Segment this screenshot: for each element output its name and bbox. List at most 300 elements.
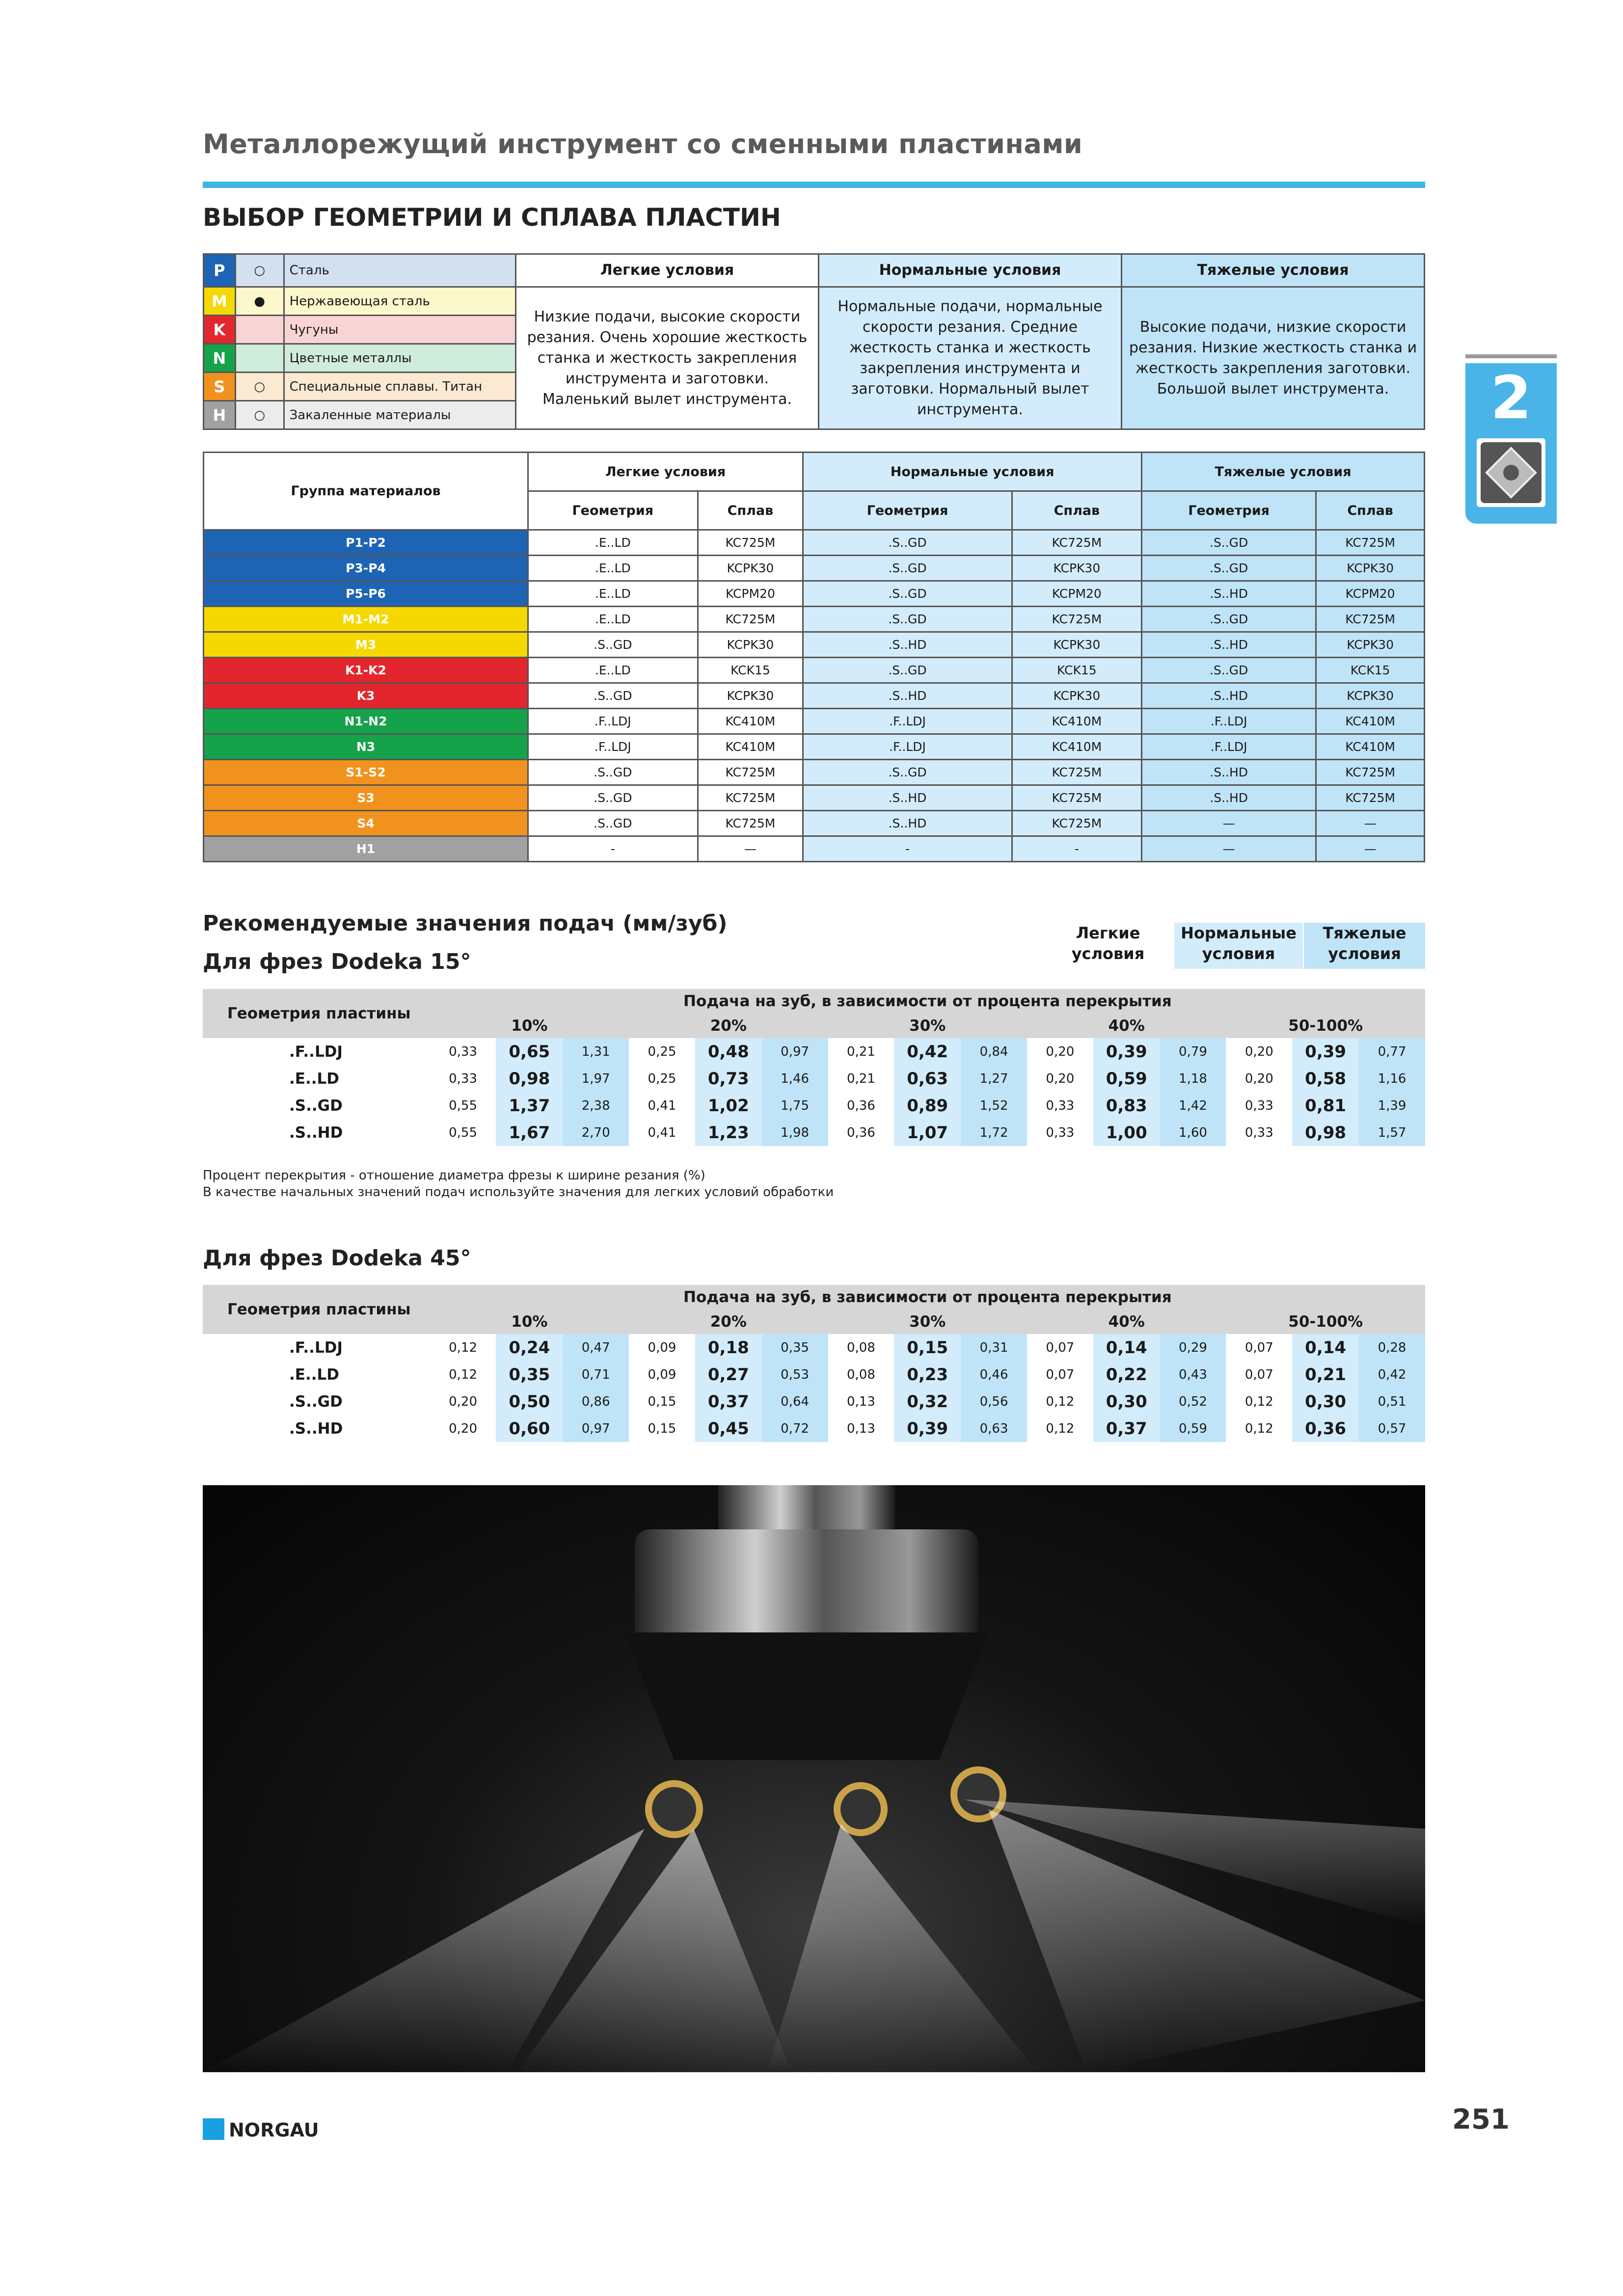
material-name: Чугуны: [284, 316, 515, 344]
alloy-cell: KC725M: [1316, 760, 1425, 785]
feed-value: 1,07: [894, 1119, 961, 1146]
feed-value: 0,55: [430, 1092, 496, 1119]
material-letter: N: [204, 344, 236, 373]
material-letter: P: [204, 254, 236, 287]
feed-value: 0,23: [894, 1361, 961, 1388]
overlap-percent: 30%: [828, 1014, 1027, 1038]
feed-value: 0,33: [1027, 1119, 1093, 1146]
material-name: Нержавеющая сталь: [284, 287, 515, 316]
alloy-row: [204, 836, 1425, 862]
alloy-cell: KCPK30: [1012, 632, 1141, 658]
alloy-cell: KCPK30: [698, 683, 803, 709]
feed-value: 0,58: [1292, 1065, 1359, 1092]
alloy-row: [204, 811, 1425, 836]
feed-value: 0,29: [1160, 1334, 1226, 1361]
feed-value: 0,20: [1226, 1065, 1292, 1092]
feed-value: 0,08: [828, 1334, 894, 1361]
feed-value: 0,20: [1027, 1065, 1093, 1092]
feed-value: 1,27: [961, 1065, 1027, 1092]
material-group: N3: [204, 734, 528, 760]
feed-value: 1,57: [1359, 1119, 1425, 1146]
feed-value: 0,57: [1359, 1415, 1425, 1442]
alloy-cell: .S..GD: [1142, 530, 1316, 556]
alloy-cell: .S..GD: [528, 683, 698, 709]
heavy-header: Тяжелые условия: [1142, 453, 1425, 491]
alloy-cell: .E..LD: [528, 556, 698, 581]
insert-geometry: .E..LD: [289, 1365, 339, 1384]
alloy-cell: KCPK30: [1316, 683, 1425, 709]
alloy-cell: .S..GD: [803, 530, 1012, 556]
alloy-cell: KC725M: [698, 785, 803, 811]
material-marker: ○: [235, 254, 284, 287]
feed-value: 0,21: [1292, 1361, 1359, 1388]
feed-value: 0,31: [961, 1334, 1027, 1361]
feed-value: 0,22: [1093, 1361, 1160, 1388]
alloy-cell: KC725M: [1012, 530, 1141, 556]
overlap-percent: 40%: [1027, 1309, 1226, 1334]
feed-value: 0,98: [1292, 1119, 1359, 1146]
feed-value: 0,36: [828, 1119, 894, 1146]
material-group: K1-K2: [204, 658, 528, 683]
feeds-dodeka15-table: [203, 989, 1425, 1146]
alloy-cell: .S..GD: [528, 811, 698, 836]
cond-heavy-title: Тяжелые условия: [1122, 254, 1425, 287]
geometry-subheader: Геометрия: [803, 491, 1012, 530]
insert-geometry: .F..LDJ: [289, 1338, 343, 1357]
material-letter: S: [204, 373, 236, 401]
feed-row: [203, 1038, 1425, 1065]
material-marker: [235, 344, 284, 373]
cond-heavy-text: Высокие подачи, низкие скорости резания. Низкие жесткость станка и жесткость закрепления заготовки. Большой вылет инструмента.: [1122, 287, 1425, 429]
feed-value: 1,60: [1160, 1119, 1226, 1146]
feed-value: 0,83: [1093, 1092, 1160, 1119]
alloy-cell: KC410M: [698, 734, 803, 760]
feed-value: 0,45: [695, 1415, 762, 1442]
feed-value: 0,25: [629, 1065, 695, 1092]
feed-value: 0,24: [496, 1334, 563, 1361]
alloy-row: [204, 632, 1425, 658]
feed-value: 0,25: [629, 1038, 695, 1065]
feed-value: 1,31: [563, 1038, 629, 1065]
material-group: S4: [204, 811, 528, 836]
feed-row: [203, 1119, 1425, 1146]
feed-value: 0,30: [1093, 1388, 1160, 1415]
legend-heavy: Тяжелые условия: [1304, 923, 1425, 969]
alloy-cell: .S..HD: [803, 632, 1012, 658]
feed-value: 0,12: [1226, 1388, 1292, 1415]
feed-value: 1,37: [496, 1092, 563, 1119]
side-tab-line: [1465, 354, 1557, 358]
feed-value: 1,72: [961, 1119, 1027, 1146]
feed-span-header: Подача на зуб, в зависимости от процента перекрытия: [430, 989, 1425, 1014]
alloy-cell: —: [1142, 836, 1316, 862]
overlap-percent: 10%: [430, 1309, 629, 1334]
alloy-row: [204, 734, 1425, 760]
light-header: Легкие условия: [528, 453, 803, 491]
alloy-cell: KC410M: [1012, 734, 1141, 760]
geometry-header: Геометрия пластины: [203, 1285, 430, 1334]
feed-value: 0,12: [430, 1361, 496, 1388]
feed-value: 0,72: [762, 1415, 828, 1442]
feed-value: 0,63: [894, 1065, 961, 1092]
overlap-percent: 10%: [430, 1014, 629, 1038]
alloy-cell: .S..GD: [803, 658, 1012, 683]
alloy-cell: KCPM20: [1316, 581, 1425, 607]
dodeka15-title: Для фрез Dodeka 15°: [203, 949, 471, 974]
overlap-percent: 50-100%: [1226, 1309, 1425, 1334]
feed-value: 0,79: [1160, 1038, 1226, 1065]
alloy-cell: KC410M: [1316, 709, 1425, 734]
material-name: Специальные сплавы. Титан: [284, 373, 515, 401]
alloy-cell: KCPK30: [698, 556, 803, 581]
material-group: N1-N2: [204, 709, 528, 734]
feed-value: 0,55: [430, 1119, 496, 1146]
insert-geometry: .F..LDJ: [289, 1042, 343, 1061]
feed-value: 0,63: [961, 1415, 1027, 1442]
cond-normal-text: Нормальные подачи, нормальные скорости резания. Средние жесткость станка и жесткость закрепления инструмента и заготовки. Нормальный вылет инструмента.: [818, 287, 1121, 429]
alloy-cell: —: [1142, 811, 1316, 836]
geometry-subheader: Геометрия: [1142, 491, 1316, 530]
material-group: M1-M2: [204, 607, 528, 632]
alloy-cell: —: [698, 836, 803, 862]
group-header: Группа материалов: [204, 453, 528, 530]
feed-value: 0,13: [828, 1388, 894, 1415]
feed-value: 0,35: [496, 1361, 563, 1388]
alloy-cell: KC410M: [1012, 709, 1141, 734]
alloy-cell: .S..GD: [803, 607, 1012, 632]
feed-value: 0,98: [496, 1065, 563, 1092]
material-row: [204, 254, 1425, 287]
insert-geometry: .E..LD: [289, 1069, 339, 1088]
alloy-cell: .E..LD: [528, 530, 698, 556]
alloy-cell: .S..GD: [803, 556, 1012, 581]
milling-cutter-photo: [203, 1485, 1425, 2072]
feed-value: 1,39: [1359, 1092, 1425, 1119]
feed-value: 0,60: [496, 1415, 563, 1442]
feed-value: 0,39: [1093, 1038, 1160, 1065]
material-name: Сталь: [284, 254, 515, 287]
material-marker: ●: [235, 287, 284, 316]
feed-value: 0,14: [1292, 1334, 1359, 1361]
alloy-cell: KC725M: [698, 530, 803, 556]
alloy-cell: KCPK30: [1012, 556, 1141, 581]
feed-value: 0,37: [1093, 1415, 1160, 1442]
alloy-subheader: Сплав: [1316, 491, 1425, 530]
normal-header: Нормальные условия: [803, 453, 1142, 491]
alloy-cell: KCPK30: [1316, 556, 1425, 581]
alloy-cell: .S..GD: [803, 581, 1012, 607]
alloy-cell: KC725M: [1316, 530, 1425, 556]
alloy-cell: .S..GD: [528, 760, 698, 785]
legend-light: Легкие условия: [1071, 924, 1145, 963]
feed-value: 0,64: [762, 1388, 828, 1415]
section-title: ВЫБОР ГЕОМЕТРИИ И СПЛАВА ПЛАСТИН: [203, 203, 781, 232]
alloy-cell: .E..LD: [528, 658, 698, 683]
feed-value: 0,56: [961, 1388, 1027, 1415]
feed-value: 0,35: [762, 1334, 828, 1361]
feed-value: 0,81: [1292, 1092, 1359, 1119]
alloy-cell: KCPM20: [1012, 581, 1141, 607]
feed-value: 0,42: [1359, 1361, 1425, 1388]
material-group: S1-S2: [204, 760, 528, 785]
alloy-row: [204, 530, 1425, 556]
alloy-cell: KCK15: [698, 658, 803, 683]
feed-value: 0,15: [629, 1415, 695, 1442]
geometry-alloy-table: [203, 452, 1425, 862]
alloy-cell: .S..HD: [803, 785, 1012, 811]
feed-value: 0,39: [1292, 1038, 1359, 1065]
alloy-cell: .S..GD: [1142, 607, 1316, 632]
cond-light-text: Низкие подачи, высокие скорости резания. Очень хорошие жесткость станка и жесткость закрепления инструмента и заготовки. Маленький вылет инструмента.: [516, 287, 819, 429]
feed-value: 0,39: [894, 1415, 961, 1442]
feed-value: 0,07: [1226, 1334, 1292, 1361]
material-group: K3: [204, 683, 528, 709]
alloy-cell: .S..HD: [1142, 632, 1316, 658]
material-row: [204, 287, 1425, 316]
feed-value: 0,20: [430, 1415, 496, 1442]
alloy-cell: KCPK30: [1012, 683, 1141, 709]
material-group: M3: [204, 632, 528, 658]
feed-value: 2,38: [563, 1092, 629, 1119]
insert-geometry: .S..HD: [289, 1419, 343, 1438]
feed-value: 0,33: [430, 1038, 496, 1065]
feed-value: 0,13: [828, 1415, 894, 1442]
feed-value: 0,46: [961, 1361, 1027, 1388]
alloy-cell: .F..LDJ: [1142, 709, 1316, 734]
alloy-row: [204, 556, 1425, 581]
feed-value: 0,09: [629, 1334, 695, 1361]
feed-value: 1,02: [695, 1092, 762, 1119]
feed-value: 0,97: [762, 1038, 828, 1065]
feed-value: 0,89: [894, 1092, 961, 1119]
overlap-percent: 50-100%: [1226, 1014, 1425, 1038]
feed-row: [203, 1415, 1425, 1442]
alloy-cell: .F..LDJ: [803, 734, 1012, 760]
material-name: Цветные металлы: [284, 344, 515, 373]
feed-value: 0,08: [828, 1361, 894, 1388]
feed-value: 0,20: [1226, 1038, 1292, 1065]
overlap-percent: 40%: [1027, 1014, 1226, 1038]
material-marker: ○: [235, 373, 284, 401]
feed-value: 0,37: [695, 1388, 762, 1415]
legend-normal: Нормальные условия: [1174, 923, 1303, 969]
feed-value: 0,86: [563, 1388, 629, 1415]
feed-value: 1,42: [1160, 1092, 1226, 1119]
alloy-subheader: Сплав: [698, 491, 803, 530]
dodeka45-title: Для фрез Dodeka 45°: [203, 1246, 471, 1271]
feed-value: 0,41: [629, 1119, 695, 1146]
feed-value: 0,15: [894, 1334, 961, 1361]
feed-value: 1,16: [1359, 1065, 1425, 1092]
materials-table: [203, 253, 1425, 430]
alloy-cell: KC410M: [698, 709, 803, 734]
feed-value: 1,18: [1160, 1065, 1226, 1092]
brand-name: NORGAU: [229, 2119, 319, 2141]
alloy-cell: KC410M: [1316, 734, 1425, 760]
feed-value: 0,97: [563, 1415, 629, 1442]
feed-value: 0,42: [894, 1038, 961, 1065]
alloy-cell: .F..LDJ: [803, 709, 1012, 734]
feed-value: 0,53: [762, 1361, 828, 1388]
alloy-cell: .S..GD: [803, 760, 1012, 785]
feed-value: 0,41: [629, 1092, 695, 1119]
brand-logo-square: [203, 2118, 224, 2140]
feed-value: 0,07: [1226, 1361, 1292, 1388]
feed-value: 2,70: [563, 1119, 629, 1146]
feed-value: 1,97: [563, 1065, 629, 1092]
feed-value: 0,59: [1160, 1415, 1226, 1442]
feed-value: 0,73: [695, 1065, 762, 1092]
alloy-cell: -: [1012, 836, 1141, 862]
alloy-subheader: Сплав: [1012, 491, 1141, 530]
feed-value: 0,12: [430, 1334, 496, 1361]
feed-value: 0,50: [496, 1388, 563, 1415]
material-name: Закаленные материалы: [284, 401, 515, 429]
feed-value: 1,98: [762, 1119, 828, 1146]
feed-value: 0,48: [695, 1038, 762, 1065]
alloy-cell: —: [1316, 811, 1425, 836]
alloy-cell: KCPM20: [698, 581, 803, 607]
note-start-values: В качестве начальных значений подач используйте значения для легких условий обработки: [203, 1185, 834, 1200]
feed-value: 0,15: [629, 1388, 695, 1415]
alloy-cell: .S..HD: [803, 683, 1012, 709]
feed-value: 0,07: [1027, 1361, 1093, 1388]
alloy-cell: .F..LDJ: [528, 709, 698, 734]
alloy-cell: .S..HD: [1142, 760, 1316, 785]
insert-geometry: .S..GD: [289, 1096, 343, 1115]
alloy-cell: .S..GD: [1142, 556, 1316, 581]
feed-value: 1,23: [695, 1119, 762, 1146]
alloy-cell: .S..HD: [1142, 581, 1316, 607]
feed-value: 0,18: [695, 1334, 762, 1361]
alloy-row: [204, 607, 1425, 632]
feed-value: 1,52: [961, 1092, 1027, 1119]
insert-geometry: .S..GD: [289, 1392, 343, 1411]
cond-normal-title: Нормальные условия: [818, 254, 1121, 287]
feed-value: 1,67: [496, 1119, 563, 1146]
feed-value: 0,36: [1292, 1415, 1359, 1442]
cond-light-title: Легкие условия: [516, 254, 819, 287]
feed-value: 0,30: [1292, 1388, 1359, 1415]
feed-value: 0,33: [1226, 1092, 1292, 1119]
alloy-cell: .S..HD: [1142, 683, 1316, 709]
alloy-cell: KCK15: [1316, 658, 1425, 683]
feed-row: [203, 1065, 1425, 1092]
alloy-cell: KC725M: [1316, 785, 1425, 811]
geometry-subheader: Геометрия: [528, 491, 698, 530]
material-letter: K: [204, 316, 236, 344]
alloy-cell: .F..LDJ: [1142, 734, 1316, 760]
overlap-percent: 30%: [828, 1309, 1027, 1334]
feed-value: 0,84: [961, 1038, 1027, 1065]
feed-value: 0,59: [1093, 1065, 1160, 1092]
alloy-cell: KC725M: [1012, 785, 1141, 811]
alloy-cell: .F..LDJ: [528, 734, 698, 760]
alloy-cell: .S..GD: [528, 632, 698, 658]
feed-row: [203, 1092, 1425, 1119]
feed-value: 0,65: [496, 1038, 563, 1065]
alloy-cell: .S..HD: [1142, 785, 1316, 811]
material-letter: H: [204, 401, 236, 429]
feed-row: [203, 1388, 1425, 1415]
feed-value: 0,21: [828, 1065, 894, 1092]
feed-row: [203, 1334, 1425, 1361]
page-title: Металлорежущий инструмент со сменными пластинами: [203, 129, 1083, 160]
feed-value: 0,36: [828, 1092, 894, 1119]
note-overlap: Процент перекрытия - отношение диаметра фрезы к ширине резания (%): [203, 1168, 705, 1183]
alloy-row: [204, 683, 1425, 709]
material-group: S3: [204, 785, 528, 811]
alloy-row: [204, 785, 1425, 811]
feed-value: 0,21: [828, 1038, 894, 1065]
alloy-cell: KCPK30: [698, 632, 803, 658]
title-divider: [203, 182, 1425, 188]
feed-value: 0,12: [1027, 1415, 1093, 1442]
overlap-percent: 20%: [629, 1309, 828, 1334]
feed-row: [203, 1361, 1425, 1388]
side-tab-number: 2: [1490, 364, 1532, 432]
feed-value: 0,14: [1093, 1334, 1160, 1361]
feed-value: 0,09: [629, 1361, 695, 1388]
material-group: P3-P4: [204, 556, 528, 581]
feed-value: 1,46: [762, 1065, 828, 1092]
material-group: P1-P2: [204, 530, 528, 556]
insert-icon: [1477, 438, 1545, 507]
alloy-cell: KC725M: [1012, 760, 1141, 785]
alloy-cell: —: [1316, 836, 1425, 862]
alloy-cell: -: [528, 836, 698, 862]
feed-value: 0,51: [1359, 1388, 1425, 1415]
alloy-row: [204, 581, 1425, 607]
feed-value: 0,52: [1160, 1388, 1226, 1415]
alloy-cell: KC725M: [1316, 607, 1425, 632]
feeds-dodeka45-table: [203, 1285, 1425, 1442]
alloy-cell: .E..LD: [528, 581, 698, 607]
alloy-cell: .S..GD: [528, 785, 698, 811]
feed-value: 0,20: [430, 1388, 496, 1415]
alloy-row: [204, 709, 1425, 734]
feed-value: 0,12: [1226, 1415, 1292, 1442]
material-letter: M: [204, 287, 236, 316]
alloy-cell: .S..GD: [1142, 658, 1316, 683]
feed-value: 0,12: [1027, 1388, 1093, 1415]
material-marker: [235, 316, 284, 344]
feed-value: 0,33: [430, 1065, 496, 1092]
material-group: H1: [204, 836, 528, 862]
material-marker: ○: [235, 401, 284, 429]
alloy-row: [204, 760, 1425, 785]
alloy-cell: KC725M: [698, 760, 803, 785]
insert-geometry: .S..HD: [289, 1123, 343, 1142]
page-number: 251: [1452, 2104, 1510, 2136]
feed-value: 0,33: [1226, 1119, 1292, 1146]
feed-value: 0,27: [695, 1361, 762, 1388]
geometry-header: Геометрия пластины: [203, 989, 430, 1038]
material-group: P5-P6: [204, 581, 528, 607]
feed-value: 0,71: [563, 1361, 629, 1388]
feed-value: 0,77: [1359, 1038, 1425, 1065]
alloy-cell: KC725M: [1012, 811, 1141, 836]
alloy-cell: KC725M: [1012, 607, 1141, 632]
feed-value: 0,33: [1027, 1092, 1093, 1119]
feeds-title: Рекомендуемые значения подач (мм/зуб): [203, 911, 728, 936]
alloy-row: [204, 658, 1425, 683]
alloy-cell: -: [803, 836, 1012, 862]
feed-value: 0,20: [1027, 1038, 1093, 1065]
alloy-cell: .S..HD: [803, 811, 1012, 836]
feed-value: 0,32: [894, 1388, 961, 1415]
feed-span-header: Подача на зуб, в зависимости от процента перекрытия: [430, 1285, 1425, 1309]
